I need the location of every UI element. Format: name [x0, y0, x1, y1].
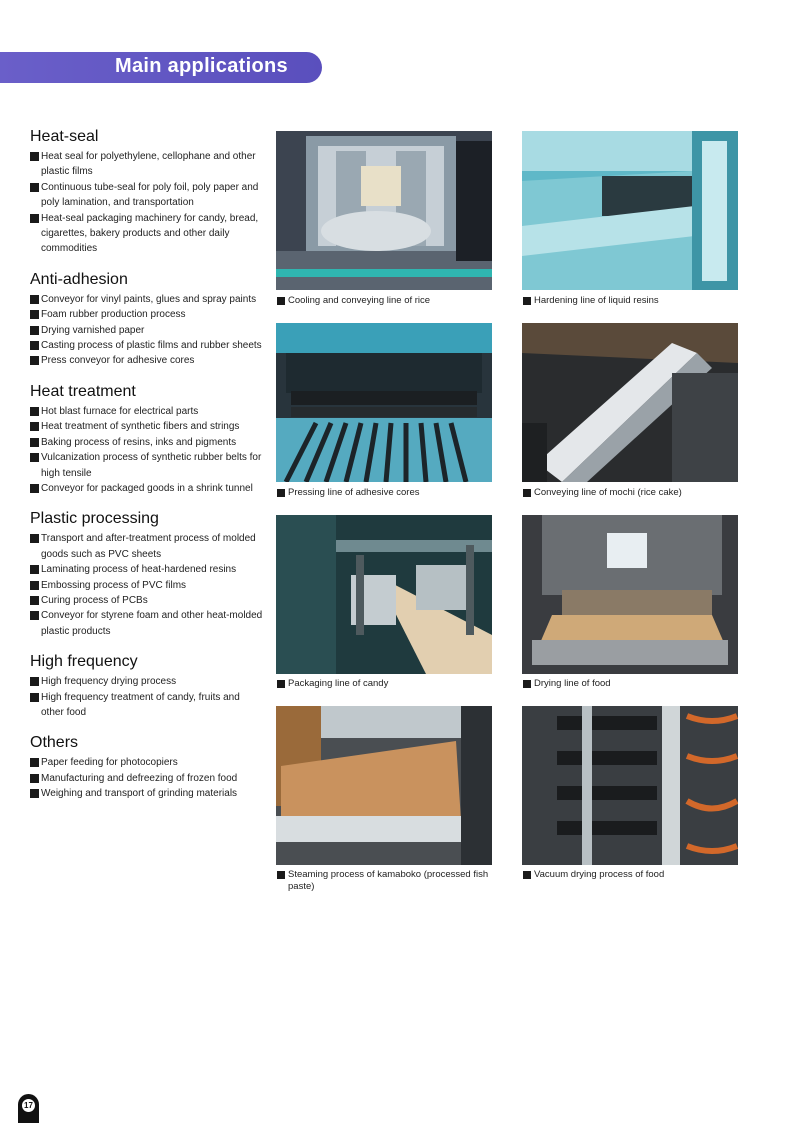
- photo-caption: Drying line of food: [523, 678, 744, 690]
- list-item: High frequency drying process: [30, 674, 265, 689]
- page-number: 17: [22, 1099, 35, 1112]
- section-plastic-processing: [30, 510, 265, 639]
- section-heat-seal: [30, 128, 265, 257]
- list-item: High frequency treatment of candy, fruits and other food: [30, 690, 265, 721]
- photo-food-drying: [522, 515, 738, 674]
- list-item: Casting process of plastic films and rubber sheets: [30, 338, 265, 353]
- list-item: Hot blast furnace for electrical parts: [30, 404, 265, 419]
- page-number-badge: [18, 1094, 39, 1123]
- section-others: [30, 734, 265, 801]
- section-high-frequency: [30, 653, 265, 720]
- photo-kamaboko-steaming: [276, 706, 492, 865]
- list-item: Curing process of PCBs: [30, 593, 265, 608]
- list-item: Heat treatment of synthetic fibers and strings: [30, 419, 265, 434]
- photo-caption: Packaging line of candy: [277, 678, 498, 690]
- list-item: Weighing and transport of grinding materials: [30, 786, 265, 801]
- section-title: Heat treatment: [30, 382, 136, 400]
- applications-list: [30, 128, 265, 816]
- list-item: Press conveyor for adhesive cores: [30, 353, 265, 368]
- photo-caption: Pressing line of adhesive cores: [277, 487, 498, 499]
- list-item: Foam rubber production process: [30, 307, 265, 322]
- list-item: Baking process of resins, inks and pigments: [30, 435, 265, 450]
- list-item: Laminating process of heat-hardened resins: [30, 562, 265, 577]
- section-anti-adhesion: [30, 271, 265, 369]
- list-item: Paper feeding for photocopiers: [30, 755, 265, 770]
- photo-rice-cooling-line: [276, 131, 492, 290]
- photo-caption: Cooling and conveying line of rice: [277, 295, 498, 307]
- title-banner: [0, 52, 322, 83]
- section-title: Heat-seal: [30, 128, 99, 145]
- list-item: Transport and after-treatment process of molded goods such as PVC sheets: [30, 531, 265, 562]
- list-item: Heat-seal packaging machinery for candy, bread, cigarettes, bakery products and other daily commodities: [30, 211, 265, 257]
- section-heat-treatment: [30, 383, 265, 496]
- list-item: Conveyor for packaged goods in a shrink tunnel: [30, 481, 265, 496]
- section-title: Others: [30, 734, 79, 752]
- list-item: Conveyor for styrene foam and other heat-molded plastic products: [30, 608, 265, 639]
- photo-candy-packaging: [276, 515, 492, 674]
- list-item: Embossing process of PVC films: [30, 578, 265, 593]
- section-title: Anti-adhesion: [30, 270, 128, 288]
- list-item: Conveyor for vinyl paints, glues and spray paints: [30, 292, 265, 307]
- list-item: Drying varnished paper: [30, 323, 265, 338]
- list-item: Manufacturing and defreezing of frozen food: [30, 771, 265, 786]
- section-title: High frequency: [30, 653, 138, 671]
- photo-liquid-resin-line: [522, 131, 738, 290]
- list-item: Continuous tube-seal for poly foil, poly paper and poly lamination, and transportation: [30, 180, 265, 211]
- photo-mochi-conveyor: [522, 323, 738, 482]
- list-item: Heat seal for polyethylene, cellophane and other plastic films: [30, 149, 265, 180]
- page-title: Main applications: [115, 55, 288, 77]
- photo-caption: Steaming process of kamaboko (processed fish paste): [277, 869, 498, 893]
- list-item: Vulcanization process of synthetic rubber belts for high tensile: [30, 450, 265, 481]
- photo-caption: Vacuum drying process of food: [523, 869, 744, 881]
- photo-caption: Conveying line of mochi (rice cake): [523, 487, 744, 499]
- photo-adhesive-core-press: [276, 323, 492, 482]
- section-title: Plastic processing: [30, 510, 159, 528]
- photo-caption: Hardening line of liquid resins: [523, 295, 744, 307]
- photo-vacuum-drying: [522, 706, 738, 865]
